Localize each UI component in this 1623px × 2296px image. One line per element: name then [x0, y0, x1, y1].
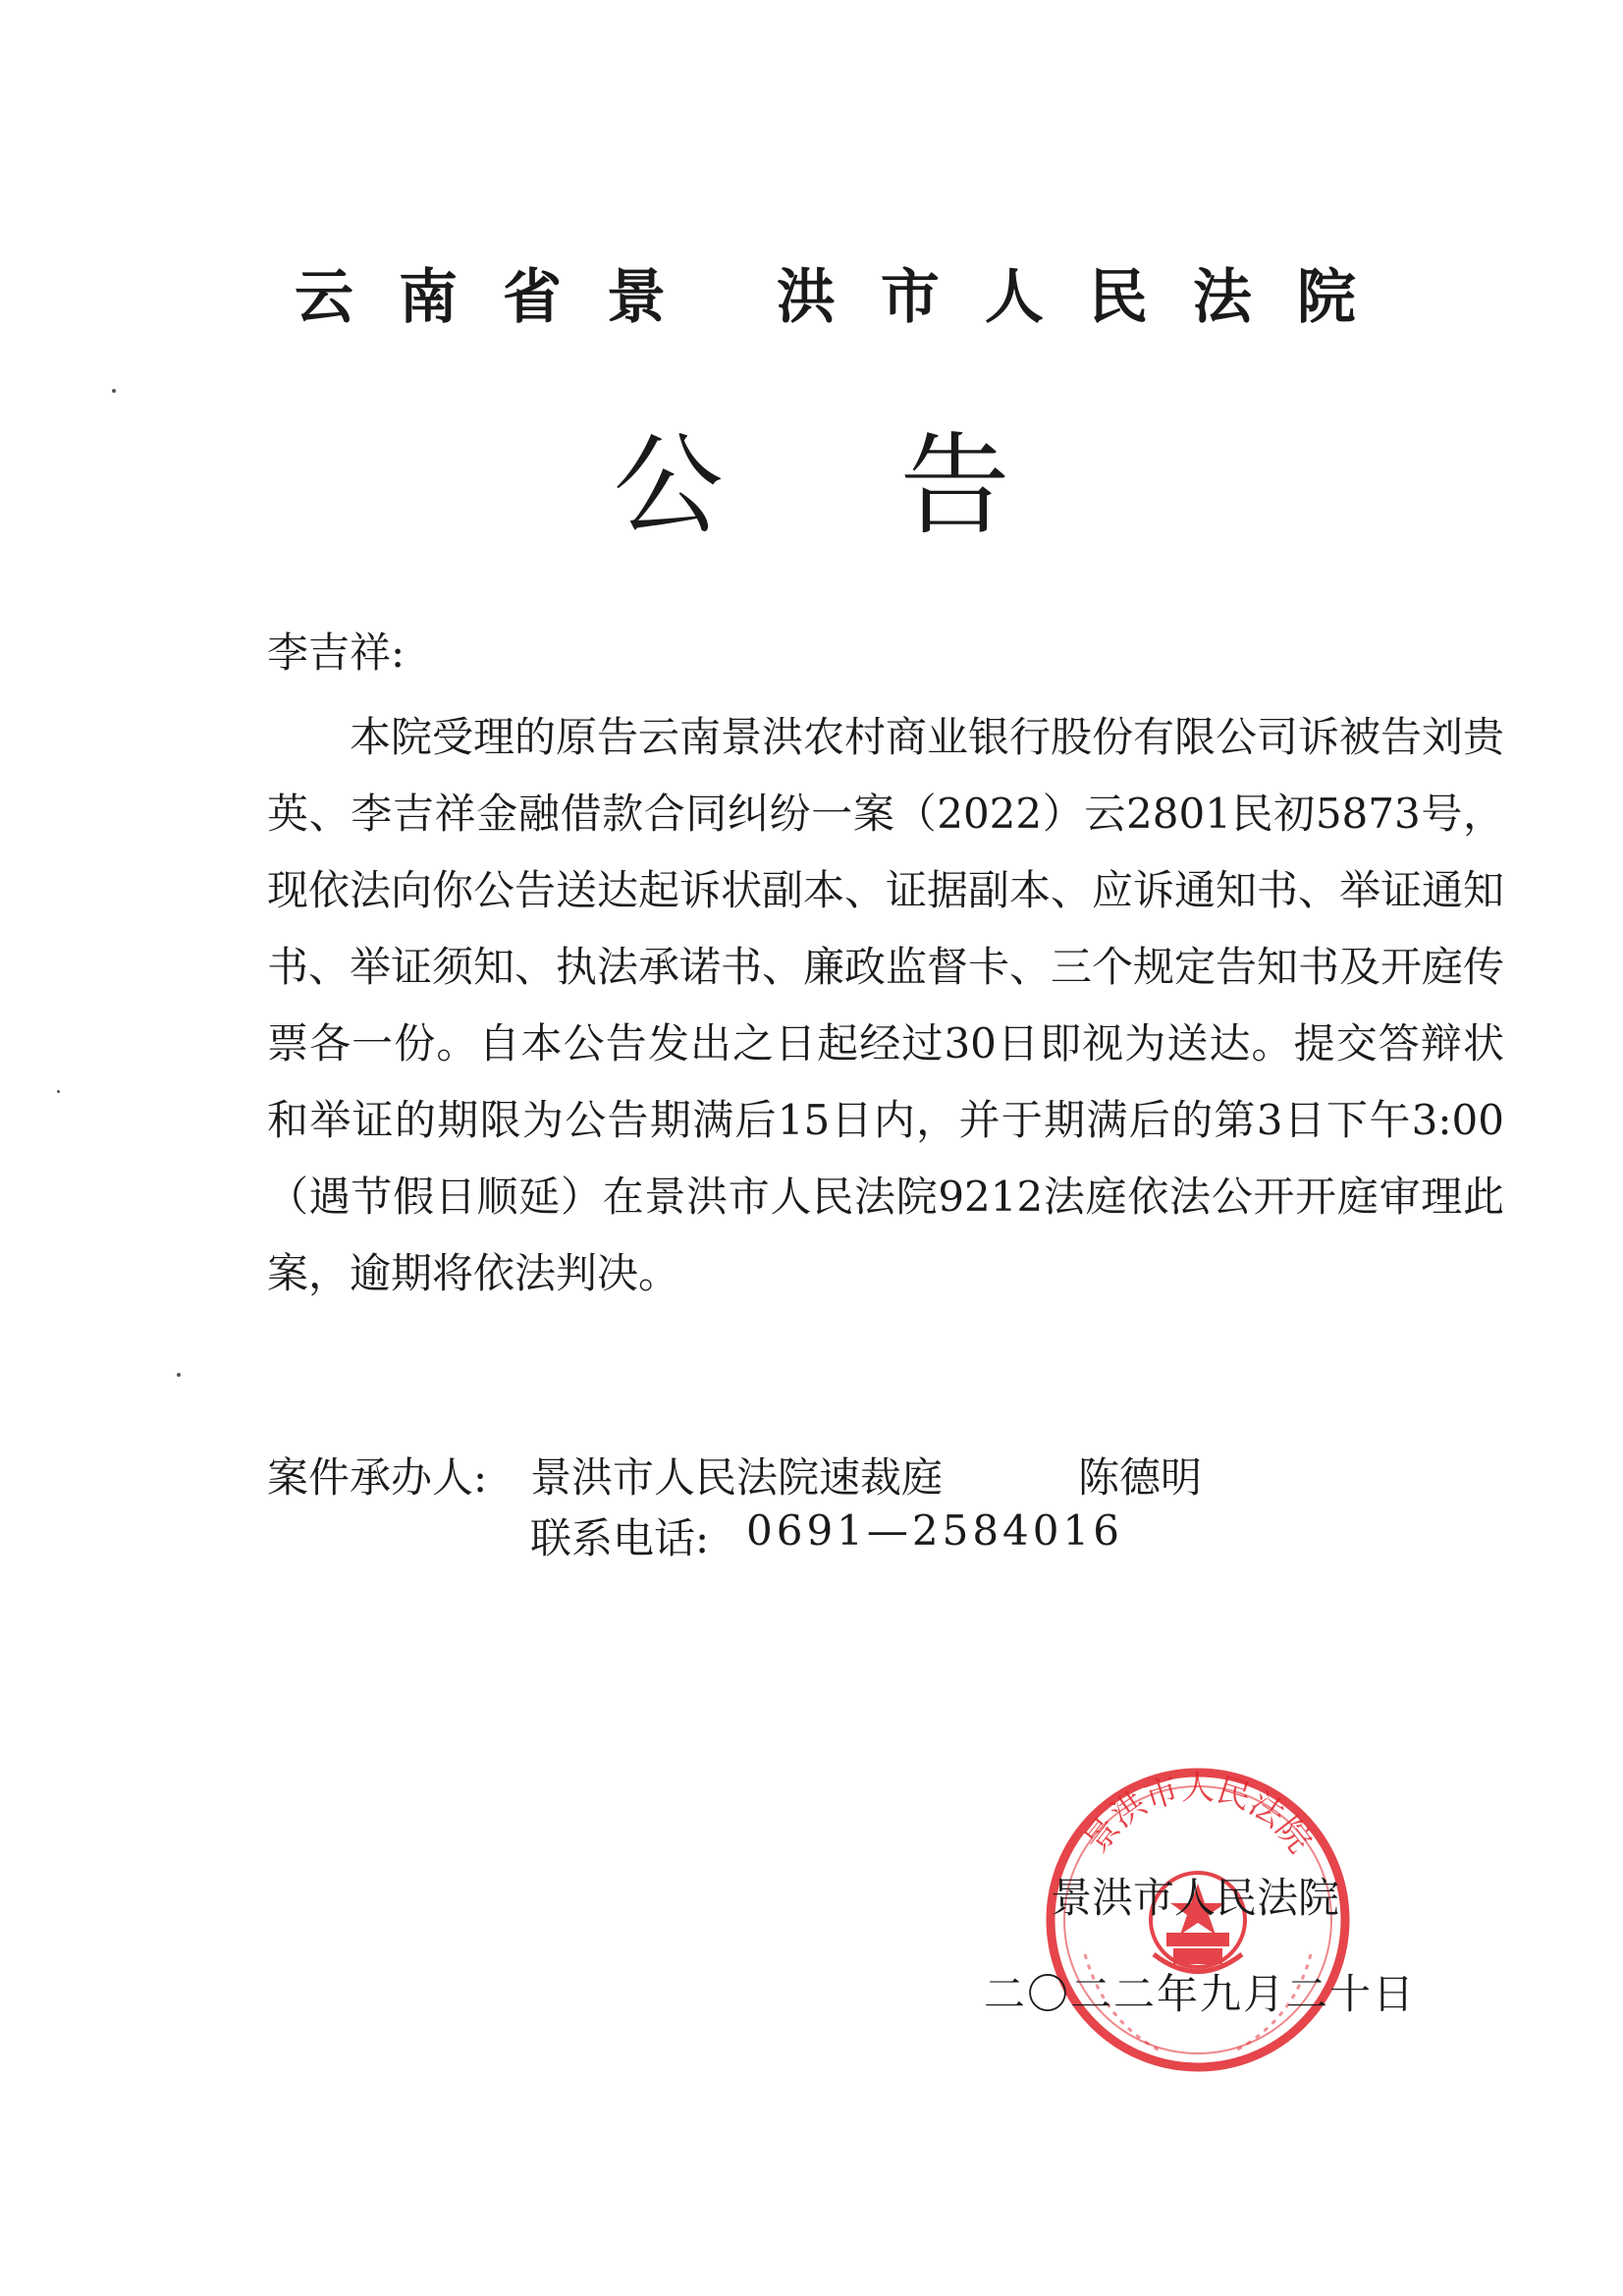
court-name-heading: 云南省景 洪市人民法院	[295, 263, 1401, 332]
scan-speck	[177, 1373, 181, 1377]
scan-speck	[57, 1090, 60, 1093]
addressee: 李吉祥:	[267, 629, 406, 677]
phone-label: 联系电话:	[530, 1514, 710, 1562]
notice-body: 本院受理的原告云南景洪农村商业银行股份有限公司诉被告刘贵英、李吉祥金融借款合同纠纷一案（2022）云2801民初5873号，现依法向你公告送达起诉状副本、证据副本、应诉通知书、举证通知书、举证须知、执法承诺书、廉政监督卡、三个规定告知书及开庭传票各一份。自本公告发出之日起经过30日即视为送达。提交答辩状和举证的期限为公告期满后15日内，并于期满后的第3日下午3:00（遇节假日顺延）在景洪市人民法院9212法庭依法公开开庭审理此案，逾期将依法判决。	[267, 713, 1505, 1297]
handler-dept: 景洪市人民法院速裁庭	[530, 1453, 944, 1502]
notice-title: 公告	[613, 422, 1187, 550]
signature-court: 景洪市人民法院	[1051, 1874, 1340, 1922]
handler-line	[267, 1446, 487, 1504]
seal-arc-text: 景洪市人民法院	[1076, 1768, 1320, 1861]
scan-speck	[112, 389, 116, 393]
handler-name: 陈德明	[1078, 1453, 1203, 1502]
handler-label: 案件承办人:	[267, 1453, 488, 1502]
phone-number: 0691—2584016	[746, 1506, 1123, 1555]
signature-date: 二〇二二年九月二十日	[984, 1970, 1417, 2018]
